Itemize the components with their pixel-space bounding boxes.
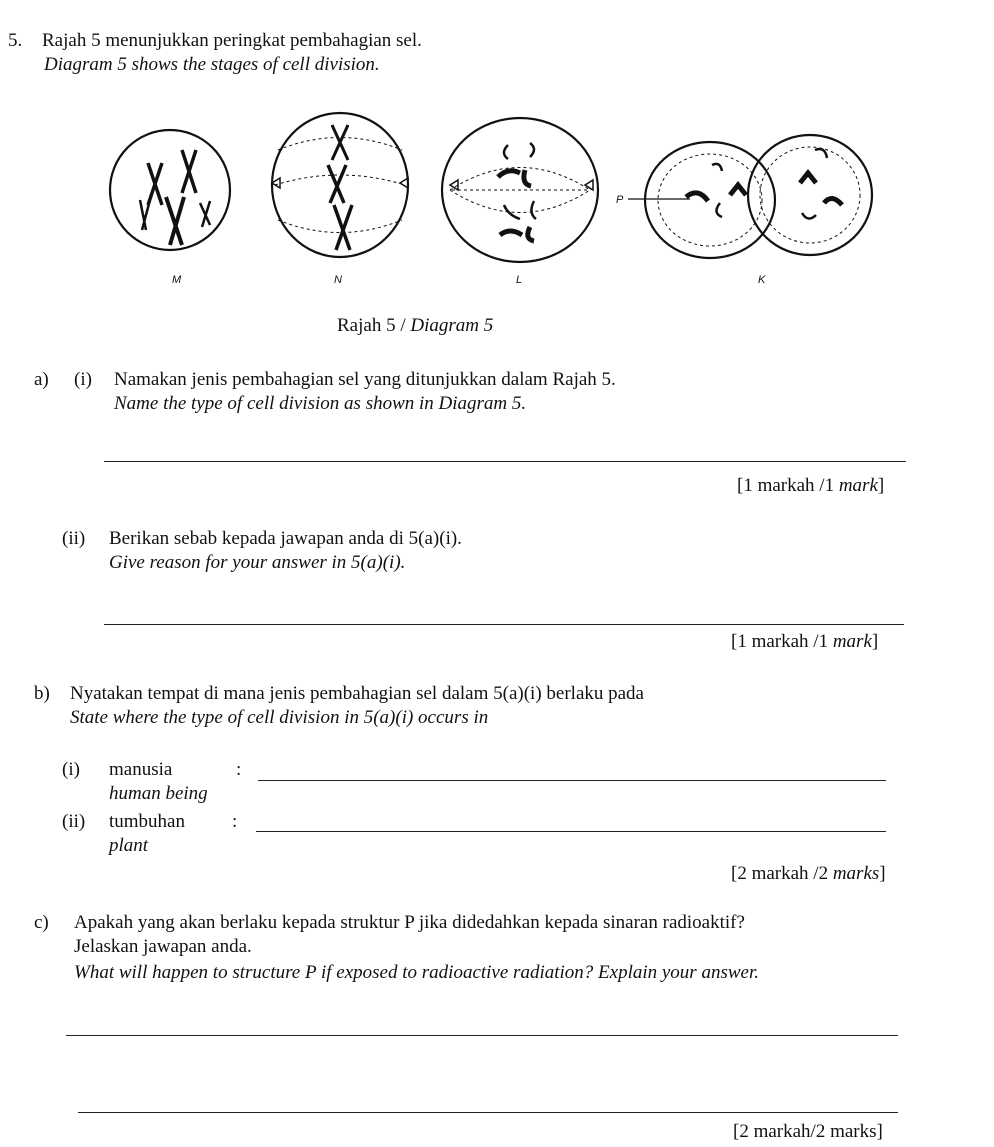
- label-l: L: [516, 274, 523, 286]
- part-b-question-malay: Nyatakan tempat di mana jenis pembahagian sel dalam 5(a)(i) berlaku pada: [70, 683, 644, 704]
- part-a-ii-question-malay: Berikan sebab kepada jawapan anda di 5(a)(i).: [109, 528, 462, 549]
- label-n: N: [334, 274, 342, 286]
- label-p: P: [616, 194, 624, 206]
- part-b-ii-number: (ii): [62, 811, 86, 832]
- answer-line-c-2[interactable]: [78, 1112, 898, 1113]
- part-c-letter: c): [34, 912, 49, 933]
- part-b-i-colon: :: [236, 759, 242, 780]
- part-c-question-malay-1: Apakah yang akan berlaku kepada struktur P jika didedahkan kepada sinaran radioaktif?: [74, 912, 745, 933]
- cell-k: [645, 135, 872, 258]
- answer-line-b-ii[interactable]: [256, 831, 886, 832]
- part-a-i-question-malay: Namakan jenis pembahagian sel yang ditunjukkan dalam Rajah 5.: [114, 369, 616, 390]
- question-intro-malay: Rajah 5 menunjukkan peringkat pembahagian sel.: [42, 30, 422, 51]
- answer-line-a-i[interactable]: [104, 461, 906, 462]
- question-number: 5.: [8, 30, 23, 51]
- part-b-ii-label-english: plant: [109, 835, 149, 856]
- cell-l: [442, 118, 598, 262]
- part-a-ii-number: (ii): [62, 528, 86, 549]
- part-c-question-english: What will happen to structure P if exposed to radioactive radiation? Explain your answer.: [74, 962, 759, 983]
- cell-m: [110, 130, 230, 250]
- answer-line-b-i[interactable]: [258, 780, 886, 781]
- part-a-letter: a): [34, 369, 49, 390]
- label-k: K: [758, 274, 766, 286]
- label-m: M: [172, 274, 182, 286]
- part-b-i-label-malay: manusia: [109, 759, 173, 780]
- diagram-caption: Rajah 5 / Diagram 5: [337, 315, 494, 336]
- answer-line-c-1[interactable]: [66, 1035, 898, 1036]
- part-b-marks: [2 markah /2 marks]: [731, 863, 886, 884]
- part-b-letter: b): [34, 683, 50, 704]
- part-a-ii-question-english: Give reason for your answer in 5(a)(i).: [109, 552, 406, 573]
- part-a-i-number: (i): [74, 369, 92, 390]
- part-b-i-number: (i): [62, 759, 80, 780]
- part-c-question-malay-2: Jelaskan jawapan anda.: [74, 936, 252, 957]
- part-a-i-question-english: Name the type of cell division as shown in Diagram 5.: [114, 393, 527, 414]
- cell-n: [272, 113, 408, 257]
- part-b-ii-label-malay: tumbuhan: [109, 811, 185, 832]
- part-b-ii-colon: :: [232, 811, 238, 832]
- cell-division-diagram: [100, 105, 880, 295]
- answer-line-a-ii[interactable]: [104, 624, 904, 625]
- part-a-i-marks: [1 markah /1 mark]: [737, 475, 885, 496]
- part-c-marks: [2 markah/2 marks]: [733, 1121, 883, 1142]
- part-b-i-label-english: human being: [109, 783, 208, 804]
- part-a-ii-marks: [1 markah /1 mark]: [731, 631, 879, 652]
- question-intro-english: Diagram 5 shows the stages of cell division.: [44, 54, 380, 75]
- part-b-question-english: State where the type of cell division in 5(a)(i) occurs in: [70, 707, 489, 728]
